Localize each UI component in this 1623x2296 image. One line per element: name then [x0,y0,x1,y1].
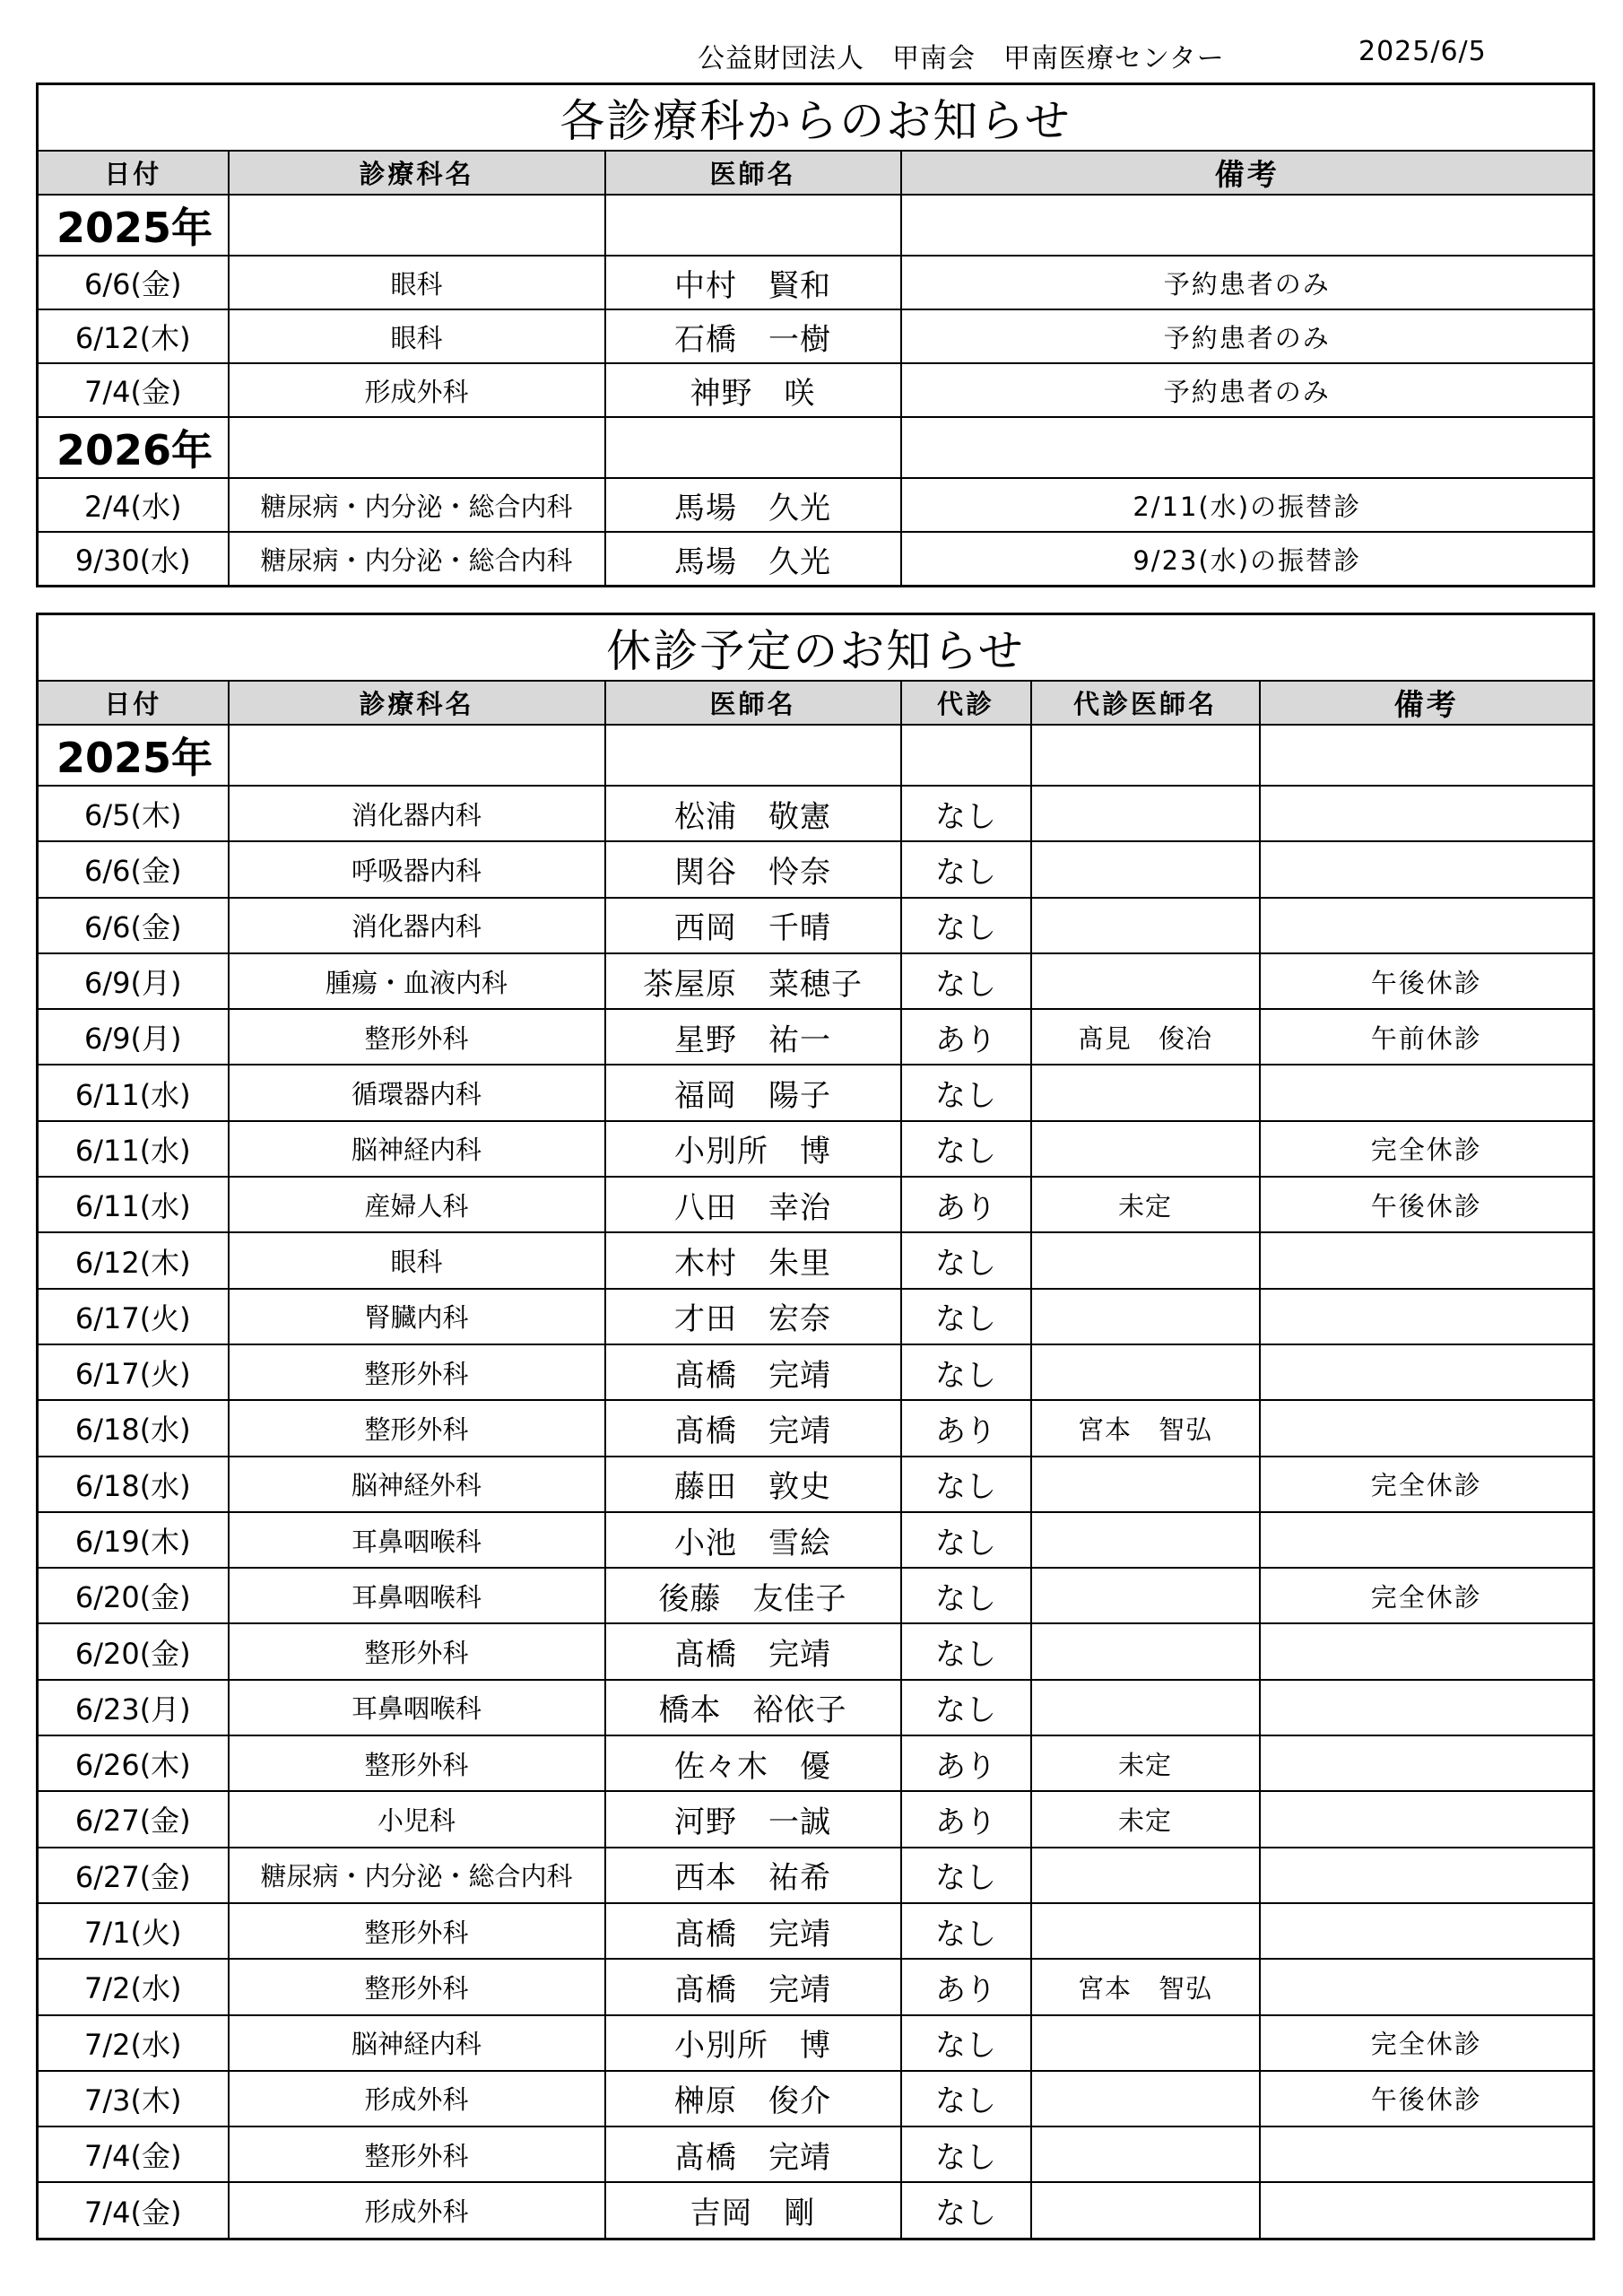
column-header-note: 備考 [1260,681,1594,725]
table-row [38,1457,1594,1512]
dept-cell: 消化器内科 [229,786,605,841]
note-cell [1260,1735,1594,1791]
empty-cell [901,725,1031,786]
table-row [38,2015,1594,2071]
substitute-cell: なし [901,1065,1031,1120]
note-cell [1260,1512,1594,1568]
column-header-substitute: 代診 [901,681,1031,725]
table-row [38,1568,1594,1623]
doctor-cell: 木村 朱里 [605,1232,901,1288]
dept-cell: 眼科 [229,309,605,363]
date-cell: 6/20(金) [38,1623,229,1679]
substitute-doctor-cell [1031,841,1260,897]
dept-cell: 脳神経外科 [229,1457,605,1512]
table-row [38,1623,1594,1679]
date-cell: 7/3(木) [38,2071,229,2126]
date-cell: 7/2(水) [38,2015,229,2071]
substitute-doctor-cell: 未定 [1031,1791,1260,1847]
dept-cell: 糖尿病・内分泌・総合内科 [229,478,605,532]
note-cell: 完全休診 [1260,1121,1594,1177]
table-row [38,1121,1594,1177]
date-cell: 7/1(火) [38,1903,229,1959]
table-row [38,1289,1594,1344]
substitute-doctor-cell [1031,1848,1260,1903]
dept-cell: 形成外科 [229,2182,605,2239]
substitute-doctor-cell [1031,1232,1260,1288]
table-row [38,1791,1594,1847]
dept-cell: 整形外科 [229,1735,605,1791]
year-row [38,725,1594,786]
table-row [38,1680,1594,1735]
column-header-substitute-doctor: 代診医師名 [1031,681,1260,725]
doctor-cell: 西本 祐希 [605,1848,901,1903]
table-row [38,478,1594,532]
substitute-doctor-cell: 髙見 俊冶 [1031,1009,1260,1065]
doctor-cell: 髙橋 完靖 [605,1344,901,1400]
table-row [38,2071,1594,2126]
note-cell [1260,841,1594,897]
substitute-doctor-cell: 未定 [1031,1177,1260,1232]
substitute-cell: なし [901,1903,1031,1959]
note-cell [1260,1903,1594,1959]
dept-cell: 形成外科 [229,363,605,417]
substitute-doctor-cell [1031,1623,1260,1679]
note-cell [1260,1065,1594,1120]
year-label: 2025年 [38,725,229,786]
doctor-cell: 石橋 一樹 [605,309,901,363]
dept-cell: 整形外科 [229,1009,605,1065]
date-cell: 2/4(水) [38,478,229,532]
table-row [38,309,1594,363]
table-row [38,1903,1594,1959]
substitute-cell: なし [901,1121,1031,1177]
year-label: 2025年 [38,195,229,256]
column-header-doctor: 医師名 [605,681,901,725]
empty-cell [605,417,901,478]
table-row [38,532,1594,587]
date-cell: 6/9(月) [38,1009,229,1065]
substitute-cell: なし [901,1568,1031,1623]
note-cell [1260,898,1594,953]
substitute-doctor-cell [1031,2182,1260,2239]
date-cell: 6/11(水) [38,1177,229,1232]
substitute-cell: なし [901,1457,1031,1512]
empty-cell [901,195,1594,256]
column-header-dept: 診療科名 [229,681,605,725]
doctor-cell: 後藤 友佳子 [605,1568,901,1623]
date-cell: 7/4(金) [38,363,229,417]
substitute-doctor-cell [1031,2015,1260,2071]
note-cell [1260,2182,1594,2239]
substitute-doctor-cell [1031,1289,1260,1344]
dept-cell: 糖尿病・内分泌・総合内科 [229,1848,605,1903]
dept-cell: 整形外科 [229,1344,605,1400]
substitute-cell: なし [901,1680,1031,1735]
dept-cell: 耳鼻咽喉科 [229,1512,605,1568]
year-row [38,195,1594,256]
note-cell [1260,1848,1594,1903]
note-cell: 完全休診 [1260,2015,1594,2071]
substitute-doctor-cell [1031,1344,1260,1400]
date-cell: 6/18(水) [38,1457,229,1512]
date-cell: 7/2(水) [38,1959,229,2014]
date-cell: 6/20(金) [38,1568,229,1623]
note-cell: 午後休診 [1260,953,1594,1009]
table-row [38,363,1594,417]
closures-table [36,613,1595,2240]
substitute-doctor-cell [1031,2071,1260,2126]
dept-cell: 腎臓内科 [229,1289,605,1344]
column-header-row [38,681,1594,725]
table-row [38,1065,1594,1120]
issue-date: 2025/6/5 [1358,36,1487,67]
dept-cell: 脳神経内科 [229,2015,605,2071]
doctor-cell: 才田 宏奈 [605,1289,901,1344]
dept-cell: 耳鼻咽喉科 [229,1568,605,1623]
substitute-doctor-cell [1031,1512,1260,1568]
note-cell: 予約患者のみ [901,363,1594,417]
note-cell: 午後休診 [1260,1177,1594,1232]
substitute-doctor-cell: 宮本 智弘 [1031,1959,1260,2014]
empty-cell [1031,725,1260,786]
doctor-cell: 髙橋 完靖 [605,1959,901,2014]
note-cell: 完全休診 [1260,1568,1594,1623]
substitute-doctor-cell [1031,1680,1260,1735]
note-cell [1260,1344,1594,1400]
substitute-cell: あり [901,1959,1031,2014]
substitute-cell: なし [901,2182,1031,2239]
date-cell: 6/19(木) [38,1512,229,1568]
doctor-cell: 髙橋 完靖 [605,2126,901,2182]
doctor-cell: 関谷 怜奈 [605,841,901,897]
note-cell [1260,1680,1594,1735]
doctor-cell: 橋本 裕依子 [605,1680,901,1735]
column-header-dept: 診療科名 [229,151,605,195]
substitute-cell: なし [901,2126,1031,2182]
column-header-doctor: 医師名 [605,151,901,195]
doctor-cell: 小別所 博 [605,1121,901,1177]
substitute-cell: なし [901,841,1031,897]
table-row [38,1959,1594,2014]
table-row [38,1735,1594,1791]
date-cell: 6/17(火) [38,1344,229,1400]
dept-cell: 消化器内科 [229,898,605,953]
date-cell: 6/5(木) [38,786,229,841]
substitute-doctor-cell [1031,1457,1260,1512]
doctor-cell: 藤田 敦史 [605,1457,901,1512]
closures-title: 休診予定のお知らせ [38,614,1594,682]
year-row [38,417,1594,478]
dept-cell: 整形外科 [229,1903,605,1959]
dept-notices-table [36,83,1595,587]
doctor-cell: 髙橋 完靖 [605,1623,901,1679]
substitute-cell: なし [901,1623,1031,1679]
table-row [38,898,1594,953]
substitute-cell: あり [901,1735,1031,1791]
table-row [38,786,1594,841]
column-header-note: 備考 [901,151,1594,195]
doctor-cell: 神野 咲 [605,363,901,417]
doctor-cell: 八田 幸治 [605,1177,901,1232]
dept-notices-title: 各診療科からのお知らせ [38,84,1594,152]
dept-cell: 糖尿病・内分泌・総合内科 [229,532,605,587]
substitute-cell: なし [901,786,1031,841]
date-cell: 6/12(木) [38,309,229,363]
empty-cell [1260,725,1594,786]
table-row [38,2126,1594,2182]
table-row [38,1177,1594,1232]
date-cell: 6/27(金) [38,1848,229,1903]
date-cell: 7/4(金) [38,2182,229,2239]
dept-cell: 呼吸器内科 [229,841,605,897]
dept-cell: 整形外科 [229,1400,605,1456]
dept-cell: 脳神経内科 [229,1121,605,1177]
doctor-cell: 河野 一誠 [605,1791,901,1847]
column-header-date: 日付 [38,681,229,725]
table-row [38,1344,1594,1400]
note-cell [1260,1623,1594,1679]
table-row [38,953,1594,1009]
empty-cell [605,725,901,786]
substitute-doctor-cell: 宮本 智弘 [1031,1400,1260,1456]
dept-cell: 腫瘍・血液内科 [229,953,605,1009]
empty-cell [605,195,901,256]
date-cell: 6/6(金) [38,256,229,309]
note-cell [1260,1959,1594,2014]
date-cell: 6/11(水) [38,1065,229,1120]
page-header [0,36,1623,81]
substitute-cell: なし [901,953,1031,1009]
column-header-date: 日付 [38,151,229,195]
date-cell: 9/30(水) [38,532,229,587]
table-title-row [38,84,1594,152]
dept-cell: 循環器内科 [229,1065,605,1120]
doctor-cell: 馬場 久光 [605,532,901,587]
note-cell [1260,2126,1594,2182]
note-cell: 午前休診 [1260,1009,1594,1065]
substitute-doctor-cell [1031,786,1260,841]
substitute-doctor-cell: 未定 [1031,1735,1260,1791]
substitute-cell: あり [901,1177,1031,1232]
doctor-cell: 中村 賢和 [605,256,901,309]
substitute-doctor-cell [1031,1903,1260,1959]
substitute-doctor-cell [1031,953,1260,1009]
doctor-cell: 髙橋 完靖 [605,1903,901,1959]
empty-cell [229,195,605,256]
doctor-cell: 小池 雪絵 [605,1512,901,1568]
dept-cell: 整形外科 [229,2126,605,2182]
table-title-row [38,614,1594,682]
substitute-cell: なし [901,1344,1031,1400]
table-row [38,1232,1594,1288]
date-cell: 6/23(月) [38,1680,229,1735]
substitute-doctor-cell [1031,1065,1260,1120]
table-row [38,256,1594,309]
doctor-cell: 茶屋原 菜穂子 [605,953,901,1009]
substitute-cell: なし [901,1289,1031,1344]
empty-cell [901,417,1594,478]
substitute-cell: なし [901,2071,1031,2126]
substitute-doctor-cell [1031,2126,1260,2182]
table-row [38,1512,1594,1568]
substitute-cell: なし [901,2015,1031,2071]
note-cell: 予約患者のみ [901,309,1594,363]
note-cell: 2/11(水)の振替診 [901,478,1594,532]
substitute-cell: なし [901,1512,1031,1568]
dept-cell: 眼科 [229,1232,605,1288]
date-cell: 6/11(水) [38,1121,229,1177]
doctor-cell: 福岡 陽子 [605,1065,901,1120]
note-cell [1260,786,1594,841]
dept-cell: 整形外科 [229,1959,605,2014]
substitute-cell: あり [901,1400,1031,1456]
note-cell: 完全休診 [1260,1457,1594,1512]
substitute-doctor-cell [1031,1121,1260,1177]
dept-cell: 整形外科 [229,1623,605,1679]
dept-cell: 眼科 [229,256,605,309]
substitute-cell: あり [901,1791,1031,1847]
substitute-cell: なし [901,1848,1031,1903]
date-cell: 6/27(金) [38,1791,229,1847]
empty-cell [229,417,605,478]
note-cell: 予約患者のみ [901,256,1594,309]
organization-name: 公益財団法人 甲南会 甲南医療センター [698,43,1225,74]
date-cell: 6/17(火) [38,1289,229,1344]
table-row [38,2182,1594,2239]
note-cell: 午後休診 [1260,2071,1594,2126]
note-cell [1260,1791,1594,1847]
dept-cell: 産婦人科 [229,1177,605,1232]
table-row [38,1009,1594,1065]
dept-cell: 耳鼻咽喉科 [229,1680,605,1735]
date-cell: 6/12(木) [38,1232,229,1288]
note-cell [1260,1232,1594,1288]
doctor-cell: 髙橋 完靖 [605,1400,901,1456]
substitute-doctor-cell [1031,1568,1260,1623]
date-cell: 6/18(水) [38,1400,229,1456]
substitute-cell: あり [901,1009,1031,1065]
date-cell: 6/26(木) [38,1735,229,1791]
note-cell [1260,1289,1594,1344]
doctor-cell: 星野 祐一 [605,1009,901,1065]
date-cell: 6/6(金) [38,841,229,897]
dept-cell: 小児科 [229,1791,605,1847]
dept-cell: 形成外科 [229,2071,605,2126]
substitute-cell: なし [901,898,1031,953]
doctor-cell: 吉岡 剛 [605,2182,901,2239]
doctor-cell: 小別所 博 [605,2015,901,2071]
date-cell: 6/9(月) [38,953,229,1009]
column-header-row [38,151,1594,195]
note-cell: 9/23(水)の振替診 [901,532,1594,587]
doctor-cell: 馬場 久光 [605,478,901,532]
doctor-cell: 西岡 千晴 [605,898,901,953]
date-cell: 7/4(金) [38,2126,229,2182]
substitute-cell: なし [901,1232,1031,1288]
table-row [38,841,1594,897]
doctor-cell: 佐々木 優 [605,1735,901,1791]
note-cell [1260,1400,1594,1456]
empty-cell [229,725,605,786]
substitute-doctor-cell [1031,898,1260,953]
table-row [38,1400,1594,1456]
year-label: 2026年 [38,417,229,478]
date-cell: 6/6(金) [38,898,229,953]
table-row [38,1848,1594,1903]
doctor-cell: 松浦 敬憲 [605,786,901,841]
doctor-cell: 榊原 俊介 [605,2071,901,2126]
